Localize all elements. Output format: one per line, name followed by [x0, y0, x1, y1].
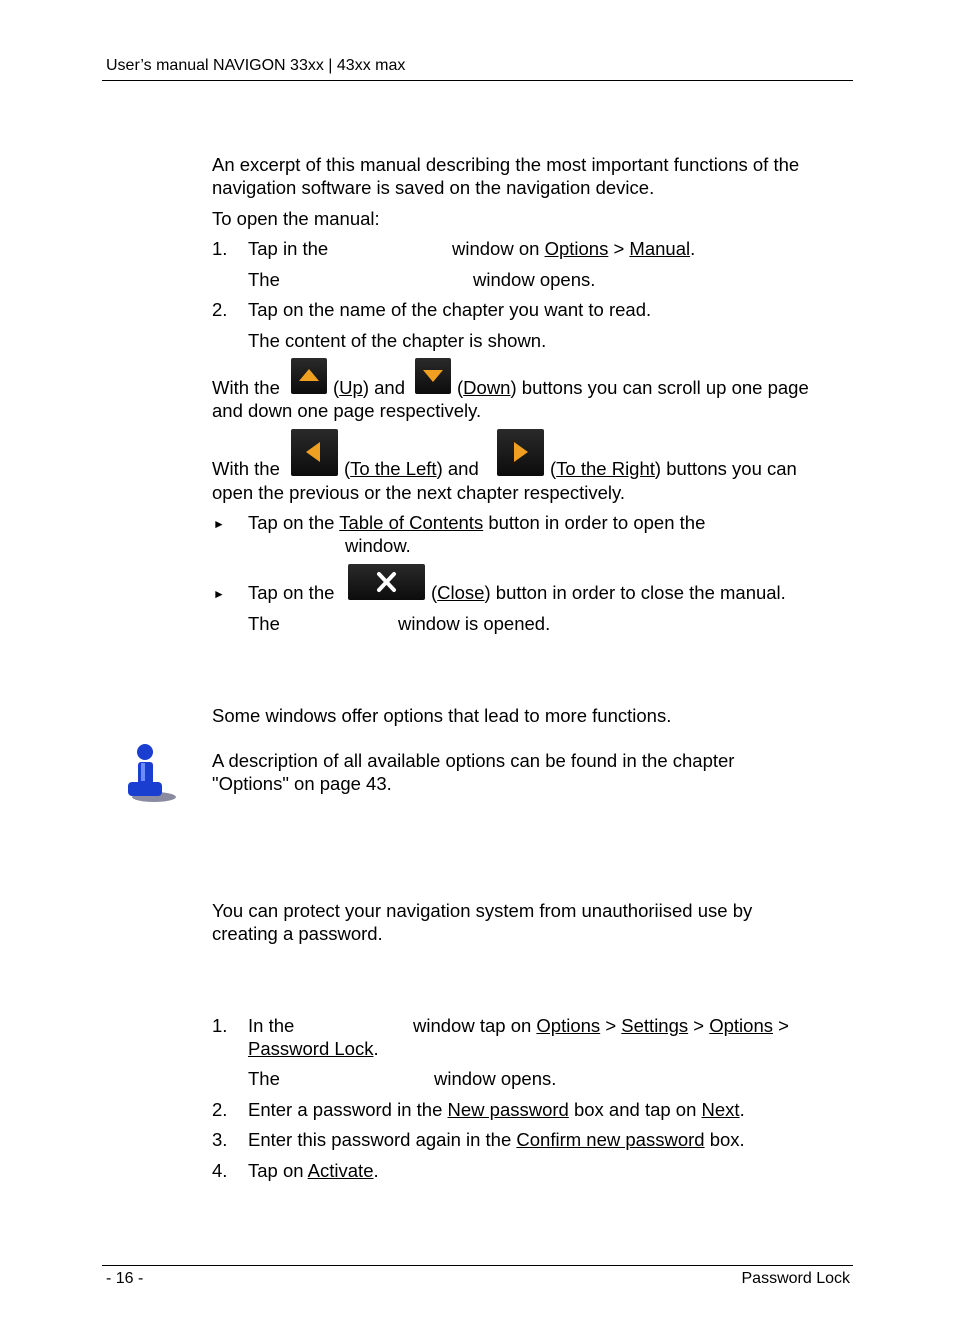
header-rule — [102, 80, 853, 81]
close-text-post: (Close) button in order to close the manual. — [431, 582, 786, 603]
close-text-pre: Tap on the — [248, 582, 335, 603]
scroll-text-post: (Down) buttons you can scroll up one page — [457, 377, 809, 398]
right-button[interactable] — [497, 429, 544, 476]
scroll-text-pre: With the — [212, 377, 280, 398]
step-result: window opens. — [434, 1068, 557, 1089]
link-options[interactable]: Options — [544, 238, 609, 259]
scroll-text: (Up) and — [333, 377, 406, 398]
step-text: Tap on the name of the chapter you want to read. — [248, 299, 652, 320]
chapter-nav-post: (To the Right) buttons you can — [550, 458, 797, 479]
options-note-line2: "Options" on page 43. — [212, 773, 392, 794]
password-intro-line2: creating a password. — [212, 923, 383, 944]
options-intro: Some windows offer options that lead to more functions. — [212, 705, 672, 726]
step-text: window on Options > Manual. — [452, 238, 696, 259]
down-label: Down — [463, 377, 511, 398]
intro-open-manual: To open the manual: — [212, 208, 380, 229]
left-arrow-icon — [306, 442, 320, 462]
chapter-nav-pre: With the — [212, 458, 280, 479]
to-the-right-label: To the Right — [556, 458, 655, 479]
options-note-line1: A description of all available options can be found in the chapter — [212, 750, 735, 771]
left-button[interactable] — [291, 429, 338, 476]
link-options[interactable]: Options — [536, 1015, 601, 1036]
down-button[interactable] — [415, 358, 451, 394]
link-next[interactable]: Next — [701, 1099, 740, 1120]
step-text: Enter a password in the New password box and tap on Next. — [248, 1099, 745, 1120]
step-text: window tap on Options > Settings > Options > — [413, 1015, 789, 1036]
step-text: In the — [248, 1015, 295, 1036]
step-number: 4. — [212, 1160, 228, 1181]
link-activate[interactable]: Activate — [307, 1160, 374, 1181]
up-button[interactable] — [291, 358, 327, 394]
chapter-nav-text: (To the Left) and — [344, 458, 479, 479]
close-button[interactable] — [348, 564, 425, 600]
step-text: Password Lock. — [248, 1038, 379, 1059]
step-result: window opens. — [473, 269, 596, 290]
step-number: 1. — [212, 238, 228, 259]
footer-rule — [102, 1265, 853, 1266]
page-header: User’s manual NAVIGON 33xx | 43xx max — [106, 57, 406, 74]
toc-text: Tap on the Table of Contents button in order to open the — [248, 512, 706, 533]
link-table-of-contents[interactable]: Table of Contents — [339, 512, 484, 533]
page-number: - 16 - — [106, 1270, 144, 1287]
up-arrow-icon — [299, 369, 319, 381]
link-options[interactable]: Options — [709, 1015, 773, 1036]
info-person-icon — [124, 742, 178, 804]
link-new-password[interactable]: New password — [447, 1099, 569, 1120]
up-label: Up — [339, 377, 363, 398]
footer-section-title: Password Lock — [741, 1270, 850, 1287]
step-text: Tap on Activate. — [248, 1160, 379, 1181]
password-intro-line1: You can protect your navigation system from unauthoriised use by — [212, 900, 753, 921]
step-result: The — [248, 1068, 280, 1089]
step-text: Tap in the — [248, 238, 329, 259]
bullet-icon: ► — [213, 517, 225, 531]
right-arrow-icon — [514, 442, 528, 462]
intro-line-2: navigation software is saved on the navigation device. — [212, 177, 655, 198]
step-number: 3. — [212, 1129, 228, 1150]
chapter-nav-line2: open the previous or the next chapter respectively. — [212, 482, 626, 503]
link-password-lock[interactable]: Password Lock — [248, 1038, 374, 1059]
intro-line-1: An excerpt of this manual describing the most important functions of the — [212, 154, 800, 175]
step-number: 2. — [212, 1099, 228, 1120]
toc-text-line2: window. — [345, 535, 411, 556]
close-label: Close — [437, 582, 485, 603]
scroll-text-line2: and down one page respectively. — [212, 400, 482, 421]
link-confirm-new-password[interactable]: Confirm new password — [516, 1129, 705, 1150]
close-x-icon — [348, 564, 425, 600]
link-settings[interactable]: Settings — [621, 1015, 689, 1036]
down-arrow-icon — [423, 370, 443, 382]
step-number: 2. — [212, 299, 228, 320]
step-result: The content of the chapter is shown. — [248, 330, 547, 351]
close-result: The — [248, 613, 280, 634]
step-text: Enter this password again in the Confirm new password box. — [248, 1129, 745, 1150]
to-the-left-label: To the Left — [350, 458, 437, 479]
close-result: window is opened. — [398, 613, 551, 634]
step-result: The — [248, 269, 280, 290]
step-number: 1. — [212, 1015, 228, 1036]
link-manual[interactable]: Manual — [629, 238, 691, 259]
bullet-icon: ► — [213, 587, 225, 601]
